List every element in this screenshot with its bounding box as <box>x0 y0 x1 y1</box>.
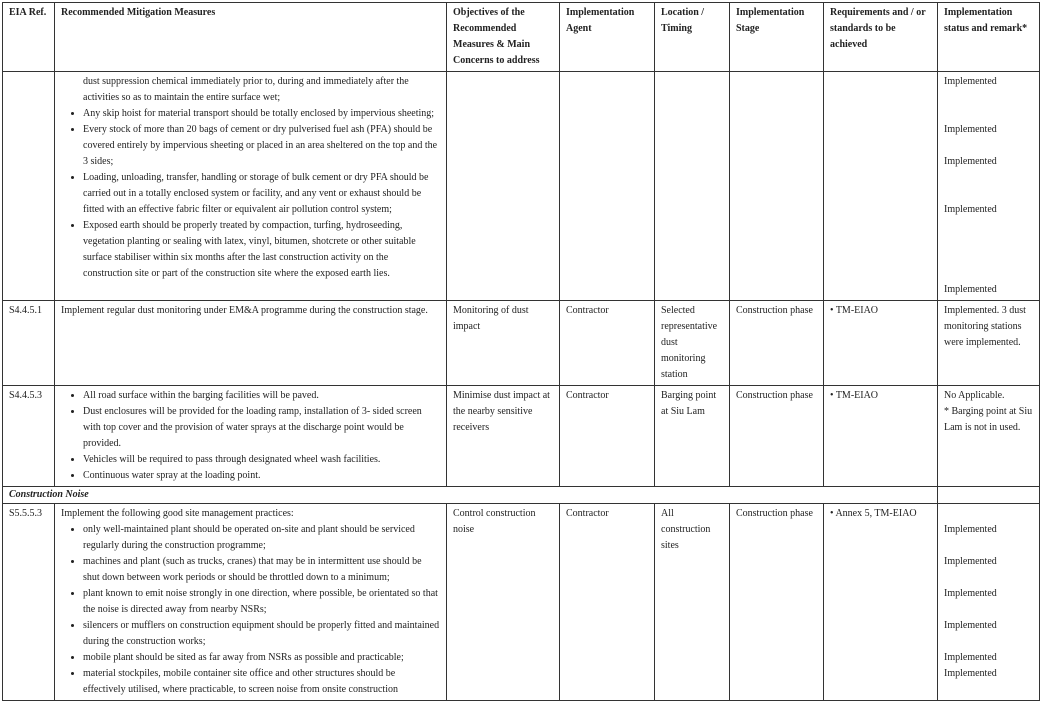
measure-intro: Implement the following good site management practices: <box>61 508 294 519</box>
measures-cell <box>55 386 447 487</box>
list-item: • Dust enclosures will be provided for the loading ramp, installation of 3- sided screen with top cover and the provision of water sprays at the discharge point would be provided. <box>83 404 440 452</box>
status-text: Implemented <box>944 284 997 295</box>
eia-ref-cell: S4.4.5.3 <box>3 386 55 487</box>
measure-list <box>61 522 440 698</box>
status-cell <box>938 504 1040 701</box>
list-item: • Loading, unloading, transfer, handling or storage of bulk cement or dry PFA should be carried out in a totally enclosed system or facility, and any vent or exhaust should be fitted with an effective fabric filter or equivalent air pollution control system; <box>83 170 440 218</box>
objective-cell: Control construction noise <box>447 504 560 701</box>
objective-cell: Minimise dust impact at the nearby sensitive receivers <box>447 386 560 487</box>
status-text: Implemented <box>944 668 997 679</box>
measure-text: dust suppression chemical immediately prior to, during and immediately after the activities so as to maintain the entire surface wet; <box>83 76 409 103</box>
status-text: Implemented <box>944 204 997 215</box>
location-cell <box>655 72 730 301</box>
status-text: Implemented <box>944 124 997 135</box>
list-item: • Continuous water spray at the loading point. <box>83 468 440 484</box>
table-row <box>3 504 1040 701</box>
table-row <box>3 301 1040 386</box>
status-text: Implemented <box>944 652 997 663</box>
header-row <box>3 3 1040 72</box>
location-cell: Barging point at Siu Lam <box>655 386 730 487</box>
requirement-cell: • TM-EIAO <box>824 386 938 487</box>
stage-cell <box>730 72 824 301</box>
list-item: • Every stock of more than 20 bags of cement or dry pulverised fuel ash (PFA) should be covered entirely by impervious sheeting or placed in an area sheltered on the top and the 3 sides; <box>83 122 440 170</box>
stage-cell: Construction phase <box>730 301 824 386</box>
list-item: • All road surface within the barging facilities will be paved. <box>83 388 440 404</box>
status-text: Implemented <box>944 524 997 535</box>
agent-cell <box>560 72 655 301</box>
header-objectives: Objectives of the Recommended Measures & Main Concerns to address <box>447 3 560 72</box>
header-requirements: Requirements and / or standards to be achieved <box>824 3 938 72</box>
status-cell <box>938 386 1040 487</box>
header-measures: Recommended Mitigation Measures <box>55 3 447 72</box>
section-status-cell <box>938 487 1040 504</box>
objective-cell: Monitoring of dust impact <box>447 301 560 386</box>
agent-cell: Contractor <box>560 386 655 487</box>
mitigation-measures-table <box>2 2 1040 701</box>
measures-cell <box>55 72 447 301</box>
objective-cell <box>447 72 560 301</box>
status-remark: * Barging point at Siu Lam is not in used. <box>944 406 1033 433</box>
header-location: Location / Timing <box>655 3 730 72</box>
status-text: Implemented <box>944 76 997 87</box>
measure-list <box>61 388 440 484</box>
measures-cell: Implement regular dust monitoring under EM&A programme during the construction stage. <box>55 301 447 386</box>
list-item: • only well-maintained plant should be operated on-site and plant should be serviced regularly during the construction programme; <box>83 522 440 554</box>
eia-ref-cell: S5.5.5.3 <box>3 504 55 701</box>
location-cell: Selected representative dust monitoring station <box>655 301 730 386</box>
location-cell: All construction sites <box>655 504 730 701</box>
status-cell <box>938 72 1040 301</box>
status-cell: Implemented. 3 dust monitoring stations were implemented. <box>938 301 1040 386</box>
status-text: No Applicable. <box>944 390 1005 401</box>
agent-cell: Contractor <box>560 504 655 701</box>
measures-cell <box>55 504 447 701</box>
section-title: Construction Noise <box>3 487 938 504</box>
measure-list <box>61 106 440 282</box>
requirement-cell: • TM-EIAO <box>824 301 938 386</box>
status-text: Implemented <box>944 620 997 631</box>
stage-cell: Construction phase <box>730 504 824 701</box>
list-item: • material stockpiles, mobile container site office and other structures should be effectively utilised, where practicable, to screen noise from onsite construction <box>83 666 440 698</box>
agent-cell: Contractor <box>560 301 655 386</box>
list-item: • Exposed earth should be properly treated by compaction, turfing, hydroseeding, vegetation planting or sealing with latex, vinyl, bitumen, shotcrete or other suitable surface stabiliser within six months after the last construction activity on the construction site or part of the construction site where the exposed earth lies. <box>83 218 440 282</box>
status-text: Implemented <box>944 588 997 599</box>
list-item: • Vehicles will be required to pass through designated wheel wash facilities. <box>83 452 440 468</box>
header-stage: Implementation Stage <box>730 3 824 72</box>
status-text: Implemented <box>944 556 997 567</box>
header-status: Implementation status and remark* <box>938 3 1040 72</box>
requirement-cell: • Annex 5, TM-EIAO <box>824 504 938 701</box>
eia-ref-cell <box>3 72 55 301</box>
header-agent: Implementation Agent <box>560 3 655 72</box>
stage-cell: Construction phase <box>730 386 824 487</box>
list-item: • machines and plant (such as trucks, cranes) that may be in intermittent use should be shut down between work periods or should be throttled down to a minimum; <box>83 554 440 586</box>
table-row <box>3 386 1040 487</box>
section-row <box>3 487 1040 504</box>
list-item: • Any skip hoist for material transport should be totally enclosed by impervious sheeting; <box>83 106 440 122</box>
list-item: • silencers or mufflers on construction equipment should be properly fitted and maintained during the construction works; <box>83 618 440 650</box>
list-item: • mobile plant should be sited as far away from NSRs as possible and practicable; <box>83 650 440 666</box>
list-item: • plant known to emit noise strongly in one direction, where possible, be orientated so that the noise is directed away from nearby NSRs; <box>83 586 440 618</box>
status-text: Implemented <box>944 156 997 167</box>
eia-ref-cell: S4.4.5.1 <box>3 301 55 386</box>
header-eia-ref: EIA Ref. <box>3 3 55 72</box>
requirement-cell <box>824 72 938 301</box>
table-row <box>3 72 1040 301</box>
